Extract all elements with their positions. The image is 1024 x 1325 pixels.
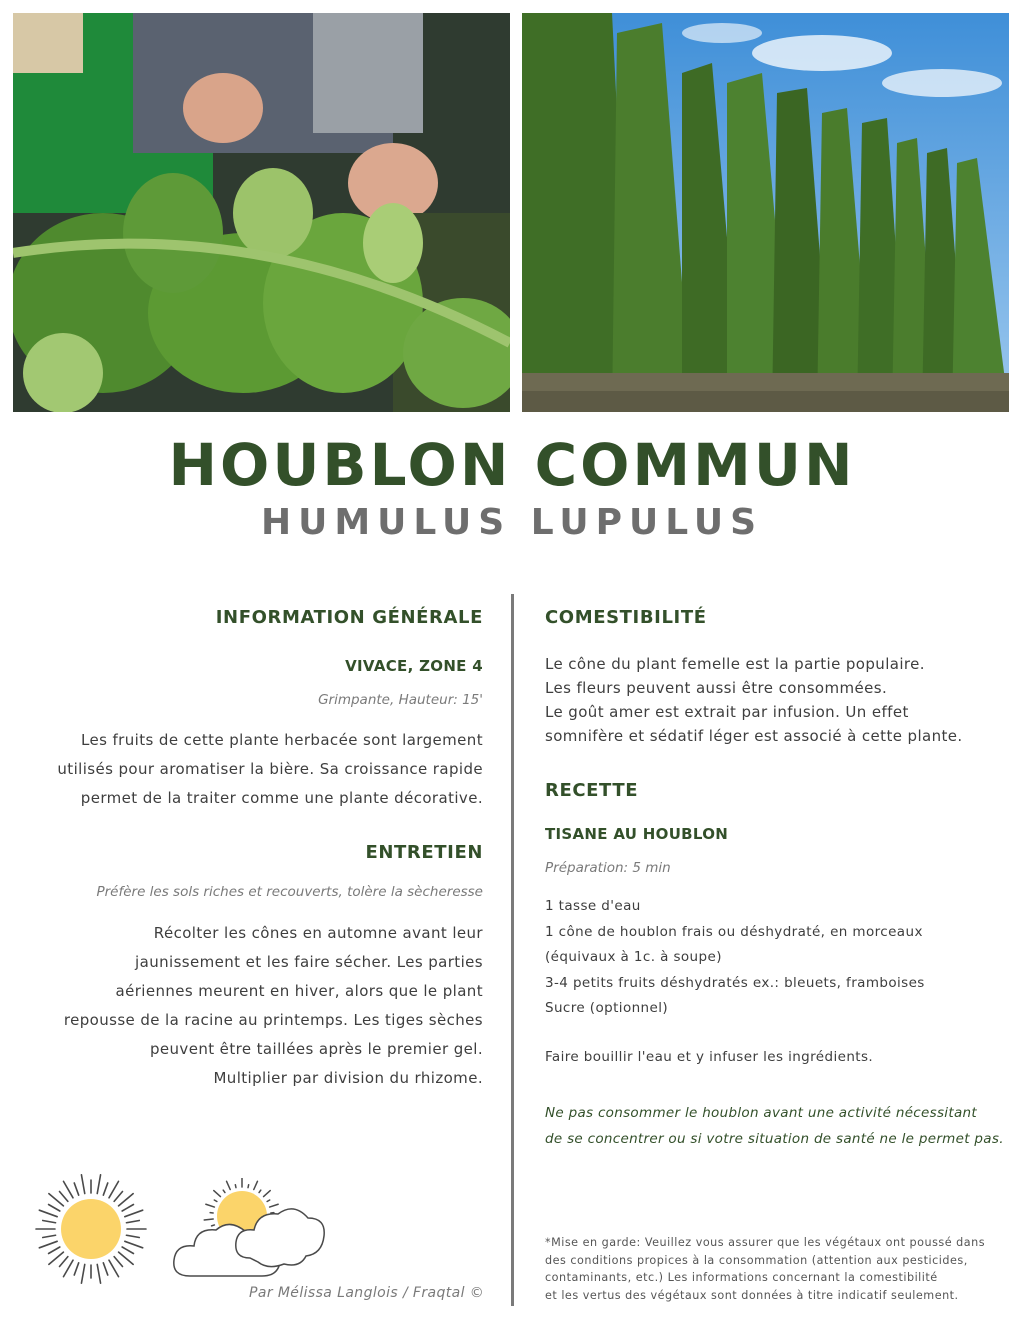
recipe-name: TISANE AU HOUBLON <box>545 825 729 843</box>
sun-ray <box>49 1205 60 1212</box>
sun-ray <box>126 1220 139 1222</box>
sun-ray <box>43 1220 56 1222</box>
sun-ray <box>81 1264 84 1283</box>
text-line: aériennes meurent en hiver, alors que le plant <box>115 982 483 1000</box>
text-line: Les fruits de cette plante herbacée sont largement <box>81 731 483 749</box>
page-title: HOUBLON COMMUN <box>168 431 856 499</box>
care-description <box>40 919 483 1093</box>
sun-ray <box>122 1247 133 1254</box>
sun-ray <box>235 1185 236 1188</box>
disclaimer <box>545 1234 1005 1304</box>
recipe-instructions: Faire bouillir l'eau et y infuser les ingrédients. <box>545 1049 874 1065</box>
sun-ray <box>109 1260 119 1276</box>
sun-ray <box>60 1191 68 1201</box>
sun-ray <box>109 1181 119 1197</box>
recipe-section <box>545 782 995 800</box>
sun-ray <box>206 1204 215 1207</box>
author-credit: Par Mélissa Langlois / Fraqtal © <box>249 1285 485 1301</box>
text-line: des conditions propices à la consommation (attention aux pesticides, <box>545 1253 968 1267</box>
sun-ray <box>39 1210 57 1216</box>
text-line: utilisés pour aromatiser la bière. Sa croissance rapide <box>57 760 483 778</box>
sun-ray <box>270 1204 279 1207</box>
health-warning <box>545 1101 1004 1152</box>
sun-ray <box>259 1190 261 1192</box>
text-line: Multiplier par division du rhizome. <box>213 1069 483 1087</box>
sun-ray <box>64 1181 74 1197</box>
hop-cones-photo <box>13 13 510 412</box>
sun-ray <box>125 1210 143 1216</box>
ingredient-list <box>545 894 995 1022</box>
sun-ray <box>39 1241 57 1247</box>
sun-ray <box>74 1183 78 1195</box>
sun-ray <box>114 1257 122 1267</box>
sun-ray <box>214 1200 217 1202</box>
text-line: Ne pas consommer le houblon avant une activité nécessitant <box>545 1105 977 1121</box>
text-line: et les vertus des végétaux sont données à titre indicatif seulement. <box>545 1288 959 1302</box>
sun-ray <box>97 1175 100 1194</box>
sun-ray <box>64 1260 74 1276</box>
care-heading: ENTRETIEN <box>365 842 483 863</box>
scientific-name: HUMULUS LUPULUS <box>260 502 764 543</box>
partly-cloudy-icon <box>170 1178 328 1282</box>
text-line: Les fleurs peuvent aussi être consommées. <box>545 679 888 697</box>
sun-ray <box>103 1183 107 1195</box>
soil-note: Préfère les sols riches et recouverts, tolère la sècheresse <box>96 884 483 900</box>
sun-ray <box>223 1190 225 1192</box>
sun-icon <box>34 1173 148 1285</box>
sun-ray <box>122 1205 133 1212</box>
sun-ray <box>103 1263 107 1275</box>
sun-ray <box>267 1200 270 1202</box>
text-line: Le goût amer est extrait par infusion. Un effet <box>545 703 909 721</box>
ingredient-item: 1 cône de houblon frais ou déshydraté, en morceaux <box>545 923 923 940</box>
plant-type: VIVACE, ZONE 4 <box>345 657 483 675</box>
text-line: somnifère et sédatif léger est associé à cette plante. <box>545 727 963 745</box>
text-line: Récolter les cônes en automne avant leur <box>153 924 483 942</box>
sun-ray <box>114 1191 122 1201</box>
ingredient-item: (équivaux à 1c. à soupe) <box>545 949 722 965</box>
sun-ray <box>125 1241 143 1247</box>
text-line: repousse de la racine au printemps. Les tiges sèches <box>63 1011 483 1029</box>
edibility-heading: COMESTIBILITÉ <box>545 607 707 628</box>
ingredient-item: Sucre (optionnel) <box>545 1000 669 1016</box>
sun-ray <box>227 1181 231 1189</box>
text-line: permet de la traiter comme une plante décorative. <box>80 789 483 807</box>
text-line: Le cône du plant femelle est la partie populaire. <box>545 655 925 673</box>
hop-field-photo <box>522 13 1009 412</box>
sun-ray <box>49 1252 64 1264</box>
recipe-heading: RECETTE <box>545 780 639 801</box>
sun-ray <box>97 1264 100 1283</box>
sun-ray <box>43 1235 56 1237</box>
general-description <box>40 726 483 813</box>
sun-ray <box>119 1252 134 1264</box>
sun-ray <box>264 1191 271 1197</box>
sun-ray <box>74 1263 78 1275</box>
text-line: de se concentrer ou si votre situation de santé ne le permet pas. <box>545 1130 1004 1147</box>
text-line: *Mise en garde: Veuillez vous assurer que les végétaux ont poussé dans <box>545 1236 986 1249</box>
sun-ray <box>49 1194 64 1206</box>
edibility-description <box>545 652 995 748</box>
column-divider <box>511 594 514 1306</box>
care-section <box>40 844 483 862</box>
text-line: jaunissement et les faire sécher. Les parties <box>135 953 483 971</box>
sun-ray <box>81 1175 84 1194</box>
sun-ray <box>214 1191 221 1197</box>
general-info-section <box>40 609 483 627</box>
sun-ray <box>49 1247 60 1254</box>
text-line: peuvent être taillées après le premier gel. <box>149 1040 483 1058</box>
plant-habit: Grimpante, Hauteur: 15' <box>318 692 483 708</box>
ingredient-item: 1 tasse d'eau <box>545 898 641 914</box>
general-info-heading: INFORMATION GÉNÉRALE <box>215 607 483 628</box>
recipe-prep-time: Préparation: 5 min <box>545 860 671 876</box>
sun-ray <box>212 1225 215 1226</box>
text-line: contaminants, etc.) Les informations concernant la comestibilité <box>545 1271 938 1284</box>
edibility-section <box>545 609 995 627</box>
sun-ray <box>119 1194 134 1206</box>
sun-ray <box>248 1185 249 1188</box>
sun-ray <box>204 1219 213 1220</box>
sun-ray <box>254 1181 258 1189</box>
sun-ray <box>60 1257 68 1267</box>
sun-ray <box>126 1235 139 1237</box>
ingredient-item: 3-4 petits fruits déshydratés ex.: bleuets, framboises <box>545 974 925 991</box>
